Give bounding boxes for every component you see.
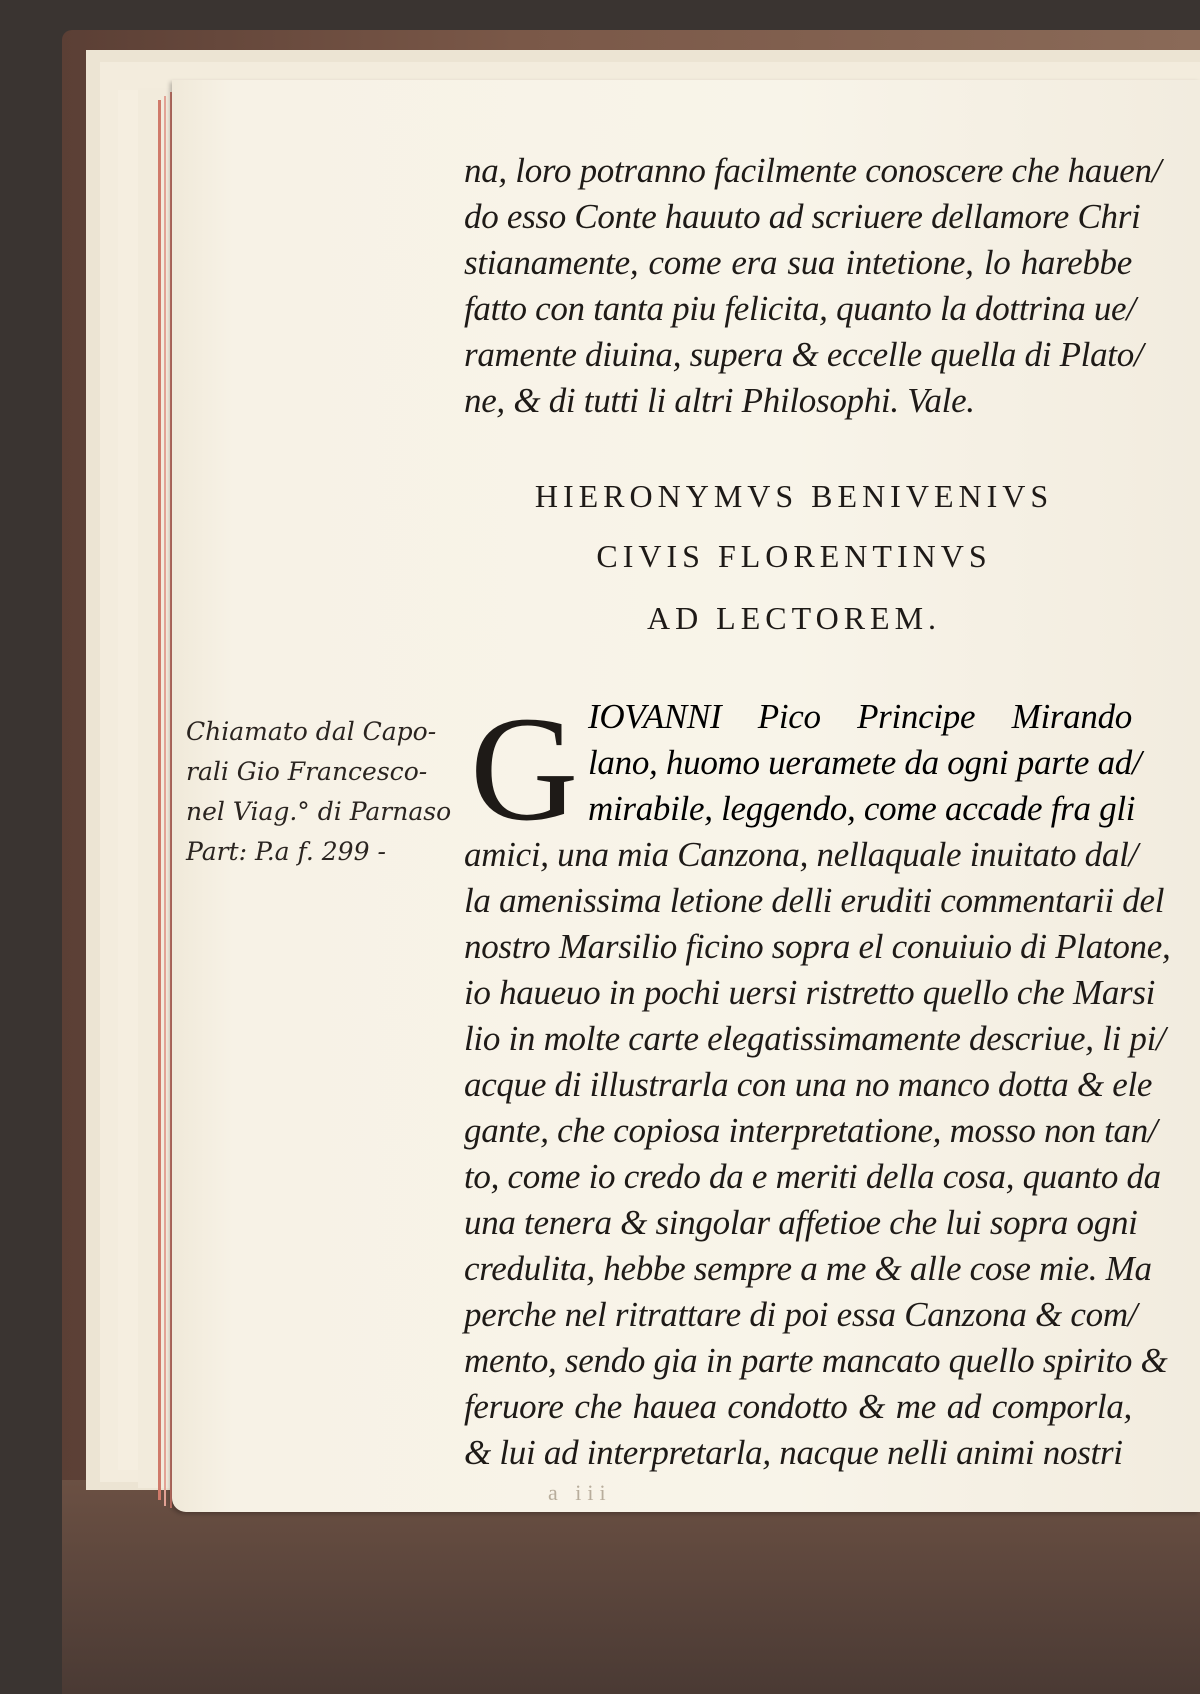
opening-lines [588,694,1142,832]
note-line: Part: P.a f. 299 - [186,837,386,866]
text-line: na, loro potranno facilmente conoscere che hauen/ [464,151,1162,190]
note-line: nel Viag.° di Parnaso [186,797,452,826]
text-line: io haueuo in pochi uersi ristretto quello che Marsi [464,973,1156,1012]
text-line: amici, una mia Canzona, nellaquale inuitato dal/ [464,835,1138,874]
red-page-edge [158,100,161,1500]
note-line: Chiamato dal Capo- [186,717,437,746]
text-line: ne, & di tutti li altri Philosophi. Vale. [464,381,975,420]
text-line: do esso Conte hauuto ad scriuere dellamore Chri [464,197,1141,236]
text-line: la amenissima letione delli eruditi commentarii del [464,881,1165,920]
text-line: lio in molte carte elegatissimamente descriue, li pi/ [464,1019,1166,1058]
text-line: nostro Marsilio ficino sopra el conuiuio di Platone, [464,927,1171,966]
heading-line: HIERONYMVS BENIVENIVS [534,478,1054,514]
signature-mark: a iii [548,1480,612,1505]
book-cover-bottom [62,1480,1200,1694]
body-paragraph [464,832,1171,1476]
text-line: acque di illustrarla con una no manco dotta & ele [464,1065,1153,1104]
text-line: stianamente, come era sua intetione, lo harebbe [464,243,1132,282]
text-line: una tenera & singolar affetioe che lui sopra ogni [464,1203,1138,1242]
text-line: mirabile, leggendo, come accade fra gli [588,789,1136,828]
top-paragraph [464,148,1162,424]
text-line: lano, huomo ueramete da ogni parte ad/ [588,743,1142,782]
handwritten-margin-note [186,712,452,872]
text-line: to, come io credo da e meriti della cosa, quanto da [464,1157,1161,1196]
text-line: fatto con tanta piu felicita, quanto la dottrina ue/ [464,289,1136,328]
text-line: credulita, hebbe sempre a me & alle cose mie. Ma [464,1249,1152,1288]
text-line: mento, sendo gia in parte mancato quello spirito & [464,1341,1168,1380]
red-page-edge [164,96,166,1506]
note-line: rali Gio Francesco- [186,757,428,786]
text-line: ramente diuina, supera & eccelle quella di Plato/ [464,335,1144,374]
text-line: feruore che hauea condotto & me ad comporla, [464,1387,1132,1426]
text-line: IOVANNI Pico Principe Mirando [588,697,1132,736]
heading-line: AD LECTOREM. [646,600,942,636]
drop-cap: G [470,686,579,852]
text-line: perche nel ritrattare di poi essa Canzona & com/ [464,1295,1138,1334]
heading-line: CIVIS FLORENTINVS [596,538,992,574]
text-line: & lui ad interpretarla, nacque nelli animi nostri [464,1433,1123,1472]
text-line: gante, che copiosa interpretatione, mosso non tan/ [464,1111,1158,1150]
